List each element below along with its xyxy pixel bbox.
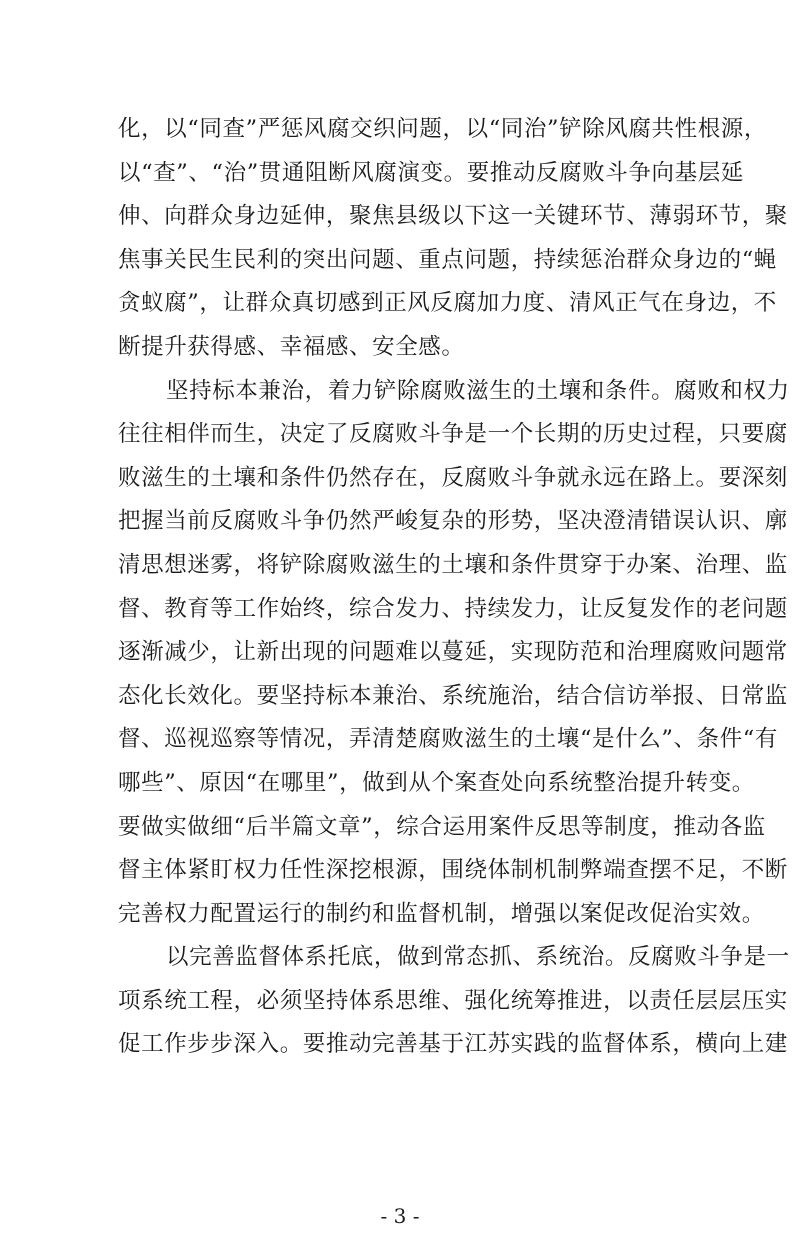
text-line: 贪蚁腐”，让群众真切感到正风反腐加力度、清风正气在身边，不 xyxy=(118,290,777,317)
text-line: 督主体紧盯权力任性深挖根源，围绕体制机制弊端查摆不足，不断 xyxy=(118,857,788,884)
paragraph-first-line: 坚持标本兼治，着力铲除腐败滋生的土壤和条件。腐败和权力 xyxy=(166,377,790,404)
text-line: 逐渐减少，让新出现的问题难以蔓延，实现防范和治理腐败问题常 xyxy=(118,639,788,666)
text-line: 促工作步步深入。要推动完善基于江苏实践的监督体系，横向上建 xyxy=(118,1031,788,1058)
text-line: 伸、向群众身边延伸，聚焦县级以下这一关键环节、薄弱环节，聚 xyxy=(118,203,788,230)
page-number: - 3 - xyxy=(380,1204,420,1228)
text-line: 焦事关民生民利的突出问题、重点问题，持续惩治群众身边的“蝇 xyxy=(118,246,777,273)
text-line: 哪些”、原因“在哪里”，做到从个案查处向系统整治提升转变。 xyxy=(118,769,755,796)
text-line: 败滋生的土壤和条件仍然存在，反腐败斗争就永远在路上。要深刻 xyxy=(118,464,788,491)
paragraph-first-line: 以完善监督体系托底，做到常态抓、系统治。反腐败斗争是一 xyxy=(166,944,790,971)
text-line: 完善权力配置运行的制约和监督机制，增强以案促改促治实效。 xyxy=(118,900,765,927)
body-text xyxy=(118,108,790,1067)
text-line: 督、巡视巡察等情况，弄清楚腐败滋生的土壤“是什么”、条件“有 xyxy=(118,726,779,753)
text-line: 化，以“同查”严惩风腐交织问题，以“同治”铲除风腐共性根源， xyxy=(118,116,768,142)
text-line: 要做实做细“后半篇文章”，综合运用案件反思等制度，推动各监 xyxy=(118,813,766,840)
text-line: 往往相伴而生，决定了反腐败斗争是一个长期的历史过程，只要腐 xyxy=(118,421,788,448)
text-line: 清思想迷雾，将铲除腐败滋生的土壤和条件贯穿于办案、治理、监 xyxy=(118,551,788,578)
text-line: 把握当前反腐败斗争仍然严峻复杂的形势，坚决澄清错误认识、廓 xyxy=(118,508,788,535)
text-line: 督、教育等工作始终，综合发力、持续发力，让反复发作的老问题 xyxy=(118,595,788,622)
text-line: 以“查”、“治”贯通阻断风腐演变。要推动反腐败斗争向基层延 xyxy=(118,159,744,186)
text-line: 态化长效化。要坚持标本兼治、系统施治，结合信访举报、日常监 xyxy=(118,682,788,709)
text-line: 项系统工程，必须坚持体系思维、强化统筹推进，以责任层层压实 xyxy=(118,987,788,1014)
text-line: 断提升获得感、幸福感、安全感。 xyxy=(118,333,465,360)
